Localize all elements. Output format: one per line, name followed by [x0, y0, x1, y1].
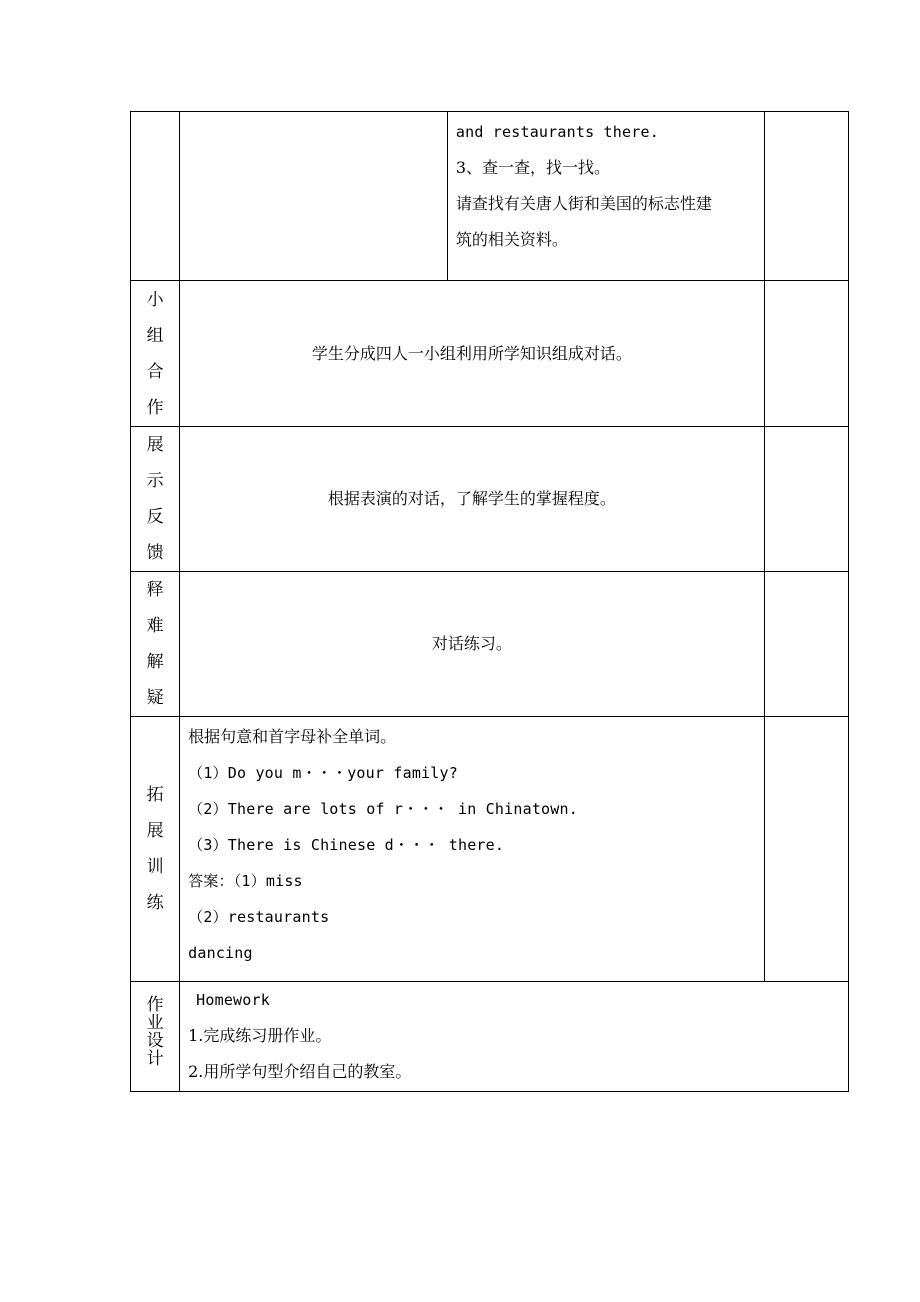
label-char: 业: [146, 1013, 164, 1033]
label-char: 训: [146, 857, 164, 877]
label-char: 组: [146, 325, 164, 346]
text-line: 请查找有关唐人街和美国的标志性建: [455, 194, 712, 213]
label-char: 设: [146, 1031, 164, 1051]
label-char: 释: [146, 580, 164, 600]
notes-cell: [764, 572, 848, 717]
row-label-group-work: [131, 281, 180, 427]
homework-content: [180, 982, 849, 1092]
notes-cell: [764, 717, 848, 982]
label-char: 练: [146, 893, 164, 913]
text-line: 3、查一查，找一找。: [455, 158, 611, 177]
table-row-presentation: [131, 427, 849, 572]
label-char: 馈: [146, 543, 164, 563]
label-char: 难: [146, 616, 164, 636]
text-line: 答案：（1）miss: [188, 872, 303, 890]
text-line: 1.完成练习册作业。: [188, 1026, 332, 1045]
label-char: 计: [146, 1049, 164, 1069]
table-row-homework: [131, 982, 849, 1092]
notes-cell: [764, 112, 848, 281]
text-line: （2）There are lots of r・・・ in Chinatown.: [188, 800, 578, 818]
text-line: （1）Do you m・・・your family?: [188, 764, 458, 782]
row-label-explanation: [131, 572, 180, 717]
table-row-explanation: [131, 572, 849, 717]
label-char: 示: [146, 471, 164, 491]
label-char: 拓: [146, 785, 164, 805]
text-line: dancing: [188, 944, 253, 962]
label-char: 小: [146, 289, 164, 310]
label-char: 作: [146, 995, 164, 1015]
explanation-content: 对话练习。: [180, 572, 765, 717]
text-line: （3）There is Chinese d・・・ there.: [188, 836, 505, 854]
content-cell-empty: [180, 112, 448, 281]
activity-cell: [447, 112, 764, 281]
label-char: 解: [146, 652, 164, 672]
extension-content: [180, 717, 765, 982]
row-label-extension: [131, 717, 180, 982]
group-work-content: 学生分成四人一小组利用所学知识组成对话。: [180, 281, 765, 427]
text-line: 筑的相关资料。: [455, 230, 568, 249]
homework-title: Homework: [196, 991, 270, 1009]
label-char: 展: [146, 435, 164, 455]
label-char: 展: [146, 821, 164, 841]
text-line: 2.用所学句型介绍自己的教室。: [188, 1062, 412, 1081]
text-line: （2）restaurants: [188, 908, 330, 926]
row-label-homework: [131, 982, 180, 1092]
label-char: 反: [146, 507, 164, 527]
notes-cell: [764, 427, 848, 572]
label-char: 合: [146, 361, 164, 382]
row-label-presentation: [131, 427, 180, 572]
table-row-group-work: [131, 281, 849, 427]
label-char: 疑: [146, 688, 164, 708]
notes-cell: [764, 281, 848, 427]
label-cell-empty: [131, 112, 180, 281]
table-row-continuation: [131, 112, 849, 281]
presentation-content: 根据表演的对话，了解学生的掌握程度。: [180, 427, 765, 572]
text-line: and restaurants there.: [455, 123, 659, 141]
table-row-extension: [131, 717, 849, 982]
lesson-plan-table: [130, 111, 849, 1092]
label-char: 作: [146, 397, 164, 418]
text-line: 根据句意和首字母补全单词。: [188, 727, 397, 746]
